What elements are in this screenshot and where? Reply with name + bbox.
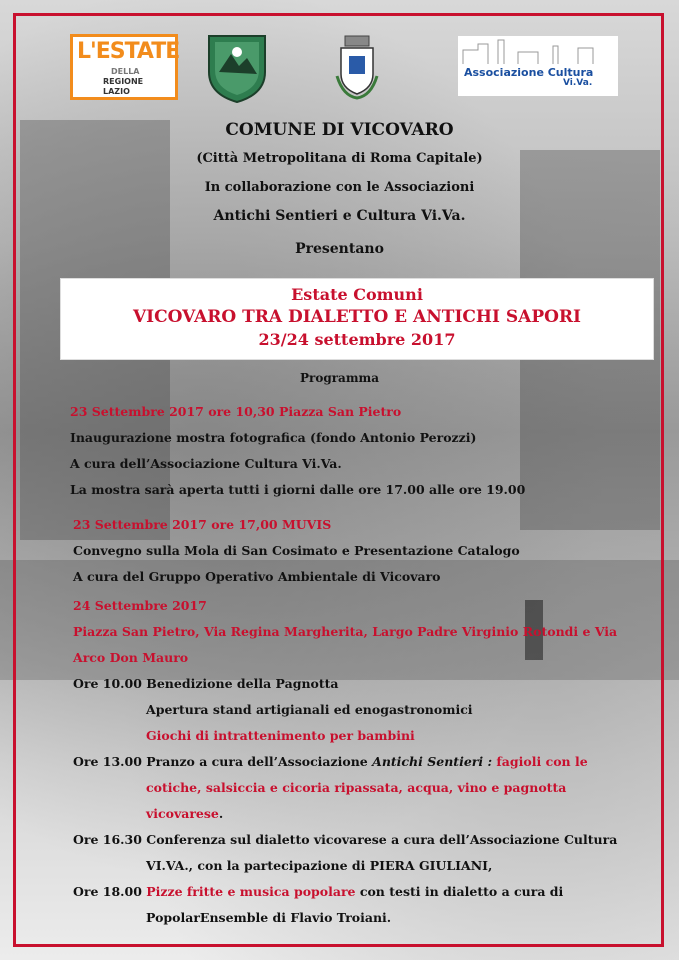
viva-logo-sub: Vi.Va.: [563, 78, 593, 88]
event1-line3: La mostra sarà aperta tutti i giorni dalle ore 17.00 alle ore 19.00: [70, 482, 526, 497]
event2-line2: A cura del Gruppo Operativo Ambientale di Vicovaro: [73, 569, 441, 584]
programma-heading: Programma: [299, 371, 379, 385]
event3-place-line2: Arco Don Mauro: [73, 650, 189, 665]
event3-place-line1: Piazza San Pietro, Via Regina Margherita, Largo Padre Virginio Rotondi e Via: [73, 624, 618, 639]
ore13-menu-start: fagioli con le: [492, 754, 588, 769]
ore10-line3: Giochi di intrattenimento per bambini: [146, 728, 415, 743]
estate-logo-della: DELLA: [111, 67, 140, 76]
event2-heading: 23 Settembre 2017 ore 17,00 MUVIS: [73, 517, 332, 532]
ore10-line2: Apertura stand artigianali ed enogastronomici: [146, 702, 473, 717]
ore13-period: .: [218, 806, 224, 821]
estate-logo-title: L'ESTATE: [77, 39, 180, 64]
ore16-line2: VI.VA., con la partecipazione di PIERA GIULIANI,: [146, 858, 493, 873]
ore13-line3: [146, 806, 223, 821]
ore18-highlight: Pizze fritte e musica popolare: [141, 884, 356, 899]
ore13-text-a: Pranzo a cura dell’Associazione: [141, 754, 373, 769]
event1-line1: Inaugurazione mostra fotografica (fondo Antonio Perozzi): [70, 430, 477, 445]
ore16-line: [73, 832, 617, 847]
event1-heading: 23 Settembre 2017 ore 10,30 Piazza San Pietro: [70, 404, 402, 419]
estate-logo-lazio: LAZIO: [103, 87, 130, 96]
comune-heading: COMUNE DI VICOVARO: [225, 120, 454, 140]
presentano-line: Presentano: [295, 241, 384, 257]
ore13-line2: cotiche, salsiccia e cicoria ripassata, acqua, vino e pagnotta: [146, 780, 567, 795]
ore10-line: [73, 676, 339, 691]
event3-heading: 24 Settembre 2017: [73, 598, 207, 613]
associazioni-line: Antichi Sentieri e Cultura Vi.Va.: [213, 208, 466, 224]
ore16-time: Ore 16.30: [73, 832, 142, 847]
antichi-sentieri-logo: [205, 32, 269, 104]
event-dates: 23/24 settembre 2017: [258, 330, 456, 349]
viva-logo-name: Associazione Cultura: [464, 66, 594, 79]
ore18-line2: PopolarEnsemble di Flavio Troiani.: [146, 910, 392, 925]
vicovaro-coat-of-arms: [333, 34, 381, 100]
citta-metropolitana: (Città Metropolitana di Roma Capitale): [196, 151, 483, 166]
ore13-line: [73, 754, 588, 769]
event1-line2: A cura dell’Associazione Cultura Vi.Va.: [70, 456, 342, 471]
ore18-line: [73, 884, 563, 899]
collaborazione-line: In collaborazione con le Associazioni: [204, 180, 475, 195]
event-title: VICOVARO TRA DIALETTO E ANTICHI SAPORI: [132, 307, 581, 327]
logo-row: [0, 30, 679, 105]
estate-logo-regione: REGIONE: [103, 77, 144, 86]
event-subtitle: Estate Comuni: [291, 285, 423, 304]
ore13-vicovarese: vicovarese: [146, 806, 219, 821]
ore10-time: Ore 10.00: [73, 676, 142, 691]
ore10-text: Benedizione della Pagnotta: [141, 676, 339, 691]
estate-regione-lazio-logo: [70, 34, 178, 100]
ore13-time: Ore 13.00: [73, 754, 142, 769]
event2-line1: Convegno sulla Mola di San Cosimato e Presentazione Catalogo: [73, 543, 520, 558]
ore13-association: Antichi Sentieri :: [372, 754, 493, 769]
event-title-box: [60, 278, 654, 360]
ore18-text: con testi in dialetto a cura di: [355, 884, 564, 899]
ore16-text: Conferenza sul dialetto vicovarese a cura dell’Associazione Cultura: [141, 832, 618, 847]
associazione-cultura-viva-logo: [458, 36, 618, 96]
ore18-time: Ore 18.00: [73, 884, 142, 899]
